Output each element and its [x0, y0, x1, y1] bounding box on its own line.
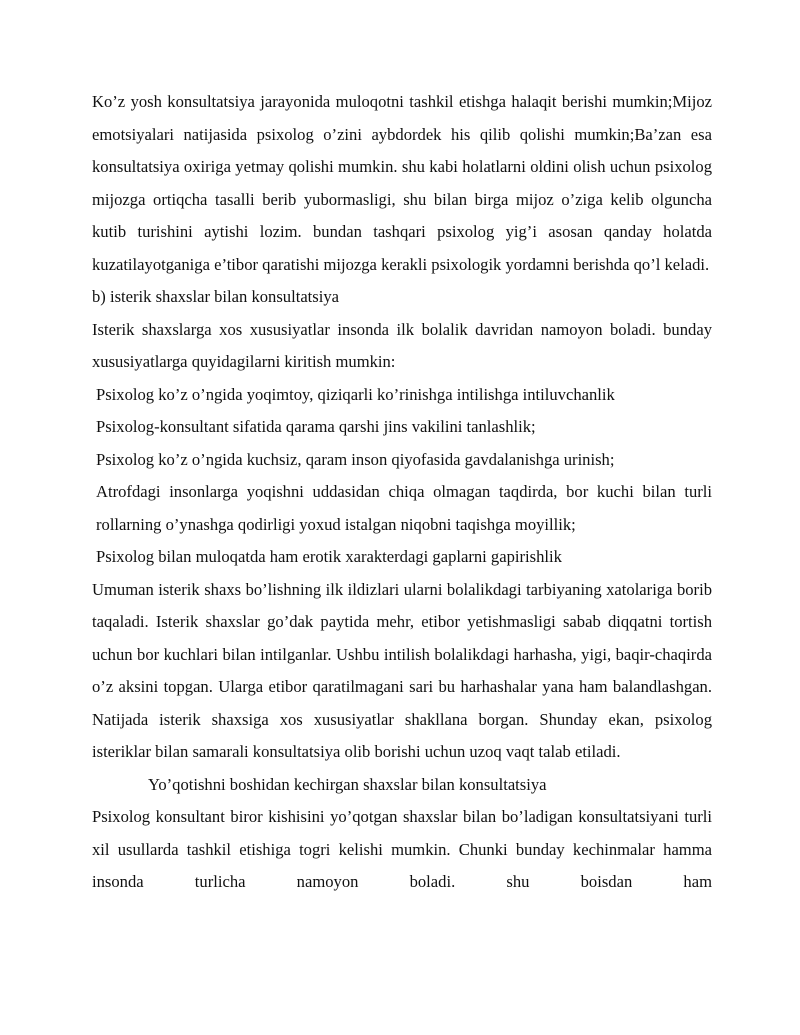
list-item: Psixolog ko’z o’ngida yoqimtoy, qiziqarli ko’rinishga intilishga intiluvchanlik — [96, 384, 615, 404]
list-item: Atrofdagi insonlarga yoqishni uddasidan chiqa olmagan taqdirda, bor kuchi bilan turli rollarning o’ynashga qodirligi yoxud istalgan niqobni taqishga moyillik; — [96, 482, 712, 534]
list-item: Psixolog-konsultant sifatida qarama qarshi jins vakilini tanlashlik; — [96, 417, 536, 436]
traits-list — [92, 379, 712, 574]
paragraph-loss: Psixolog konsultant biror kishisini yo’qotgan shaxslar bilan bo’ladigan konsultatsiyani turli xil usullarda tashkil etishiga togri kelishi mumkin. Chunki bunday kechinmalar hamma insonda turlicha namoyon boladi. shu boisdan ham — [92, 807, 712, 891]
paragraph-tears: Ko’z yosh konsultatsiya jarayonida muloqotni tashkil etishga halaqit berishi mumkin;Mijoz emotsiyalari natijasida psixolog o’zini aybdordek his qilib qolishi mumkin;Ba’zan esa konsultatsiya oxiriga yetmay qolishi mumkin. shu kabi holatlarni oldini olish uchun psixolog mijozga ortiqcha tasalli berib yubormasligi, shu bilan birga mijoz o’ziga kelib olguncha kutib turishini aytishi lozim. bundan tashqari psixolog yig’i asosan qanday holatda kuzatilayotganiga e’tibor qaratishi mijozga kerakli psixologik yordamni berishda qo’l keladi. — [92, 92, 712, 274]
list-item: Psixolog ko’z o’ngida kuchsiz, qaram inson qiyofasida gavdalanishga urinish; — [96, 449, 615, 469]
paragraph-hysterical-roots: Umuman isterik shaxs bo’lishning ilk ildizlari ularni bolalikdagi tarbiyaning xatolariga borib taqaladi. Isterik shaxslar go’dak paytida mehr, etibor yetishmasligi sabab diqqatni tortish uchun bor kuchlari bilan intilganlar. Ushbu intilish bolalikdagi harhasha, yigi, baqir-chaqirda o’z aksini topgan. Ularga etibor qaratilmagani sari bu harhashalar yana ham balandlashgan. Natijada isterik shaxsiga xos xususiyatlar shakllana borgan. Shunday ekan, psixolog isteriklar bilan samarali konsultatsiya olib borishi uchun uzoq vaqt talab etiladi. — [92, 579, 712, 761]
section-heading-loss: Yo’qotishni boshidan kechirgan shaxslar bilan konsultatsiya — [148, 774, 547, 794]
list-item: Psixolog bilan muloqatda ham erotik xarakterdagi gaplarni gapirishlik — [96, 547, 562, 566]
section-heading-hysterical: b) isterik shaxslar bilan konsultatsiya — [92, 287, 340, 306]
paragraph-hysterical-traits: Isterik shaxslarga xos xususiyatlar insonda ilk bolalik davridan namoyon boladi. bunday xususiyatlarga quyidagilarni kiritish mumkin: — [92, 319, 712, 371]
document-page — [92, 86, 712, 899]
